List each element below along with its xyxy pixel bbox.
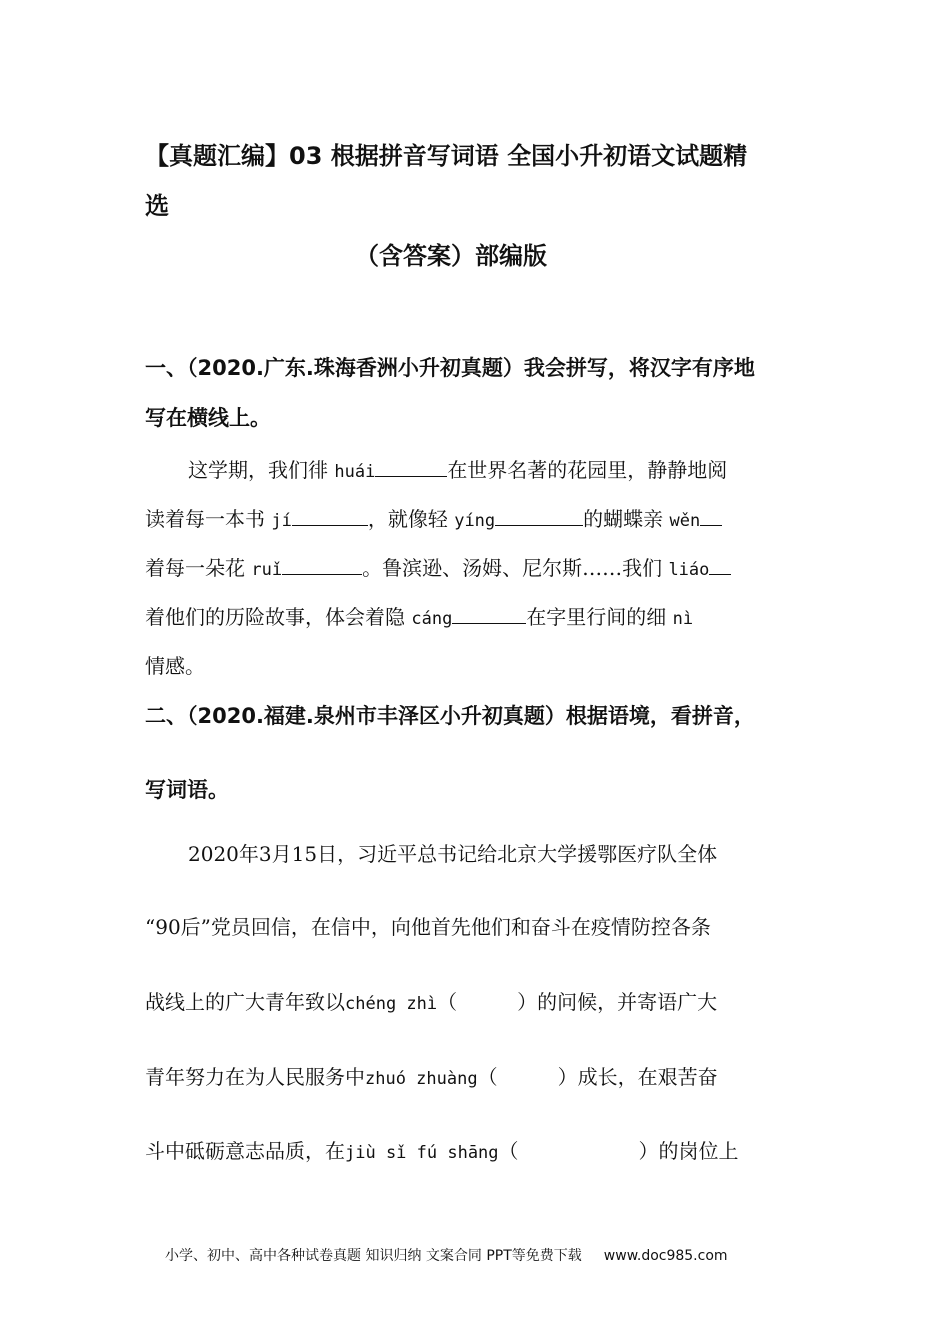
question-2-paragraph-line-5: 斗中砥砺意志品质，在jiù sǐ fú shāng（ ）的岗位上 [145, 1139, 739, 1163]
question-1-line-5: 情感。 [145, 654, 205, 678]
pinyin-rui: ruǐ [251, 560, 283, 580]
answer-paren-3[interactable]: （ ） [498, 1139, 659, 1163]
answer-blank-6[interactable] [709, 556, 731, 575]
pinyin-liao: liáo [668, 560, 710, 580]
pinyin-cheng-zhi: chéng zhì [345, 994, 438, 1014]
answer-blank-7[interactable] [452, 605, 526, 624]
question-2-paragraph-line-3: 战线上的广大青年致以chéng zhì（ ）的问候，并寄语广大 [145, 990, 718, 1014]
answer-blank-4[interactable] [700, 507, 722, 526]
pinyin-zhuo-zhuang: zhuó zhuàng [365, 1069, 478, 1089]
page-footer [165, 1245, 728, 1265]
footer-url-link[interactable]: www.doc985.com [603, 1248, 728, 1264]
document-title-line-2: 选 [145, 192, 169, 220]
answer-paren-2[interactable]: （ ） [477, 1065, 578, 1089]
question-1-line-3: 着每一朵花 ruǐ 。鲁滨逊、汤姆、尼尔斯……我们 liáo [145, 552, 731, 581]
answer-blank-3[interactable] [495, 507, 583, 526]
question-2-paragraph-line-2: “90后”党员回信，在信中，向他首先他们和奋斗在疫情防控各条 [145, 915, 711, 939]
answer-blank-1[interactable] [375, 458, 447, 477]
question-1-line-1: 这学期，我们徘 huái 在世界名著的花园里，静静地阅 [188, 458, 728, 482]
question-1-heading-line-1: 一、（2020.广东.珠海香洲小升初真题）我会拼写，将汉字有序地 [145, 356, 755, 380]
pinyin-ying: yíng [454, 511, 496, 531]
document-title-line-1: 【真题汇编】03 根据拼音写词语 全国小升初语文试题精 [145, 142, 748, 170]
pinyin-ji: jí [271, 511, 292, 531]
question-1-line-2: 读着每一本书 jí ，就像轻 yíng 的蝴蝶亲 wěn [145, 503, 722, 532]
question-2-heading-line-2: 写词语。 [145, 778, 229, 802]
answer-paren-1[interactable]: （ ） [437, 990, 538, 1014]
footer-text: 小学、初中、高中各种试卷真题 知识归纳 文案合同 PPT等免费下载 [165, 1248, 582, 1264]
question-1-heading-line-2: 写在横线上。 [145, 406, 271, 430]
question-2-paragraph-line-1: 2020年3月15日，习近平总书记给北京大学援鄂医疗队全体 [188, 842, 718, 866]
pinyin-wen: wěn [669, 511, 701, 531]
pinyin-jiu-si-fu-shang: jiù sǐ fú shāng [345, 1143, 499, 1163]
question-2-paragraph-line-4: 青年努力在为人民服务中zhuó zhuàng（ ）成长，在艰苦奋 [145, 1065, 718, 1089]
document-title-line-3: （含答案）部编版 [355, 242, 547, 270]
answer-blank-2[interactable] [292, 507, 368, 526]
pinyin-cang: cáng [411, 609, 453, 629]
question-2-heading-line-1: 二、（2020.福建.泉州市丰泽区小升初真题）根据语境，看拼音， [145, 704, 755, 728]
answer-blank-5[interactable] [282, 556, 362, 575]
pinyin-ni: nì [672, 609, 694, 629]
question-1-line-4: 着他们的历险故事，体会着隐 cáng 在字里行间的细 nì [145, 605, 694, 629]
pinyin-huai: huái [334, 462, 376, 482]
